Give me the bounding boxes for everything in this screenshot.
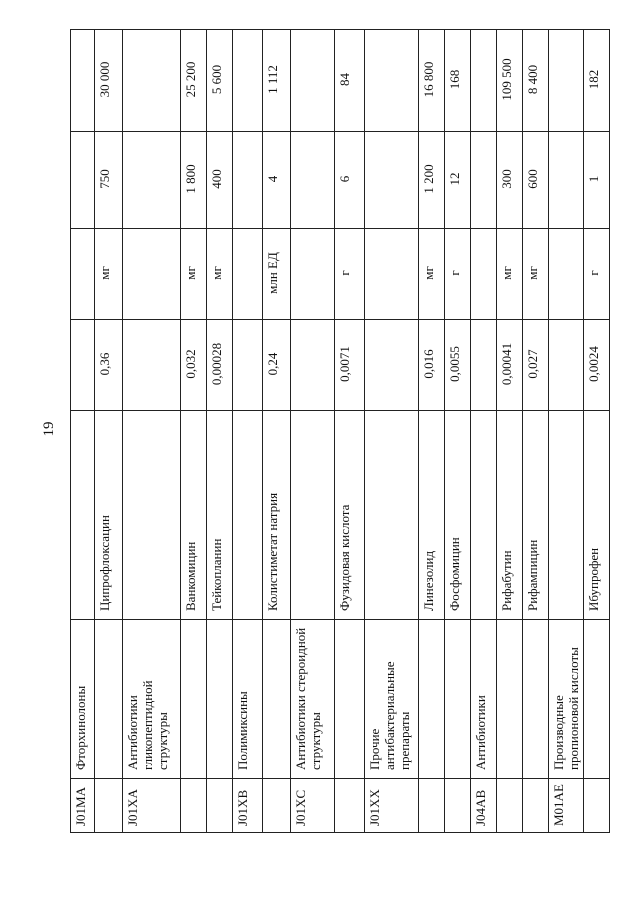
pharm-group-cell <box>445 620 471 779</box>
total-cell <box>549 30 584 132</box>
dose-cell <box>549 132 584 229</box>
ddd-value-cell <box>549 320 584 411</box>
drug-name-cell <box>233 411 263 620</box>
atc-code-cell <box>263 779 291 833</box>
atc-code-cell <box>207 779 233 833</box>
atc-code-cell <box>181 779 207 833</box>
table-row <box>365 30 419 833</box>
atc-code-cell <box>497 779 523 833</box>
dose-cell: 12 <box>445 132 471 229</box>
pharm-group-cell: Антибиотики стероидной структуры <box>291 620 335 779</box>
table-row <box>95 30 123 833</box>
total-cell: 1 112 <box>263 30 291 132</box>
total-cell: 25 200 <box>181 30 207 132</box>
unit-cell: мг <box>207 229 233 320</box>
ddd-value-cell: 0,032 <box>181 320 207 411</box>
table-row <box>263 30 291 833</box>
dose-cell <box>71 132 95 229</box>
unit-cell: мг <box>95 229 123 320</box>
total-cell <box>365 30 419 132</box>
atc-code-cell <box>335 779 365 833</box>
ddd-value-cell <box>233 320 263 411</box>
unit-cell <box>471 229 497 320</box>
dose-cell <box>233 132 263 229</box>
atc-code-cell <box>95 779 123 833</box>
drug-name-cell: Ципрофлоксацин <box>95 411 123 620</box>
dose-cell <box>291 132 335 229</box>
atc-code-cell <box>445 779 471 833</box>
dose-cell <box>123 132 181 229</box>
total-cell <box>123 30 181 132</box>
total-cell: 182 <box>584 30 610 132</box>
drug-name-cell <box>549 411 584 620</box>
unit-cell: г <box>335 229 365 320</box>
drug-table <box>70 29 610 833</box>
table-row <box>471 30 497 833</box>
drug-name-cell <box>365 411 419 620</box>
pharm-group-cell <box>335 620 365 779</box>
ddd-value-cell <box>291 320 335 411</box>
table-row <box>335 30 365 833</box>
table-row <box>523 30 549 833</box>
pharm-group-cell <box>497 620 523 779</box>
drug-name-cell: Линезолид <box>419 411 445 620</box>
total-cell: 109 500 <box>497 30 523 132</box>
dose-cell: 6 <box>335 132 365 229</box>
drug-name-cell: Фосфомицин <box>445 411 471 620</box>
table-row <box>181 30 207 833</box>
dose-cell: 1 200 <box>419 132 445 229</box>
total-cell <box>291 30 335 132</box>
total-cell: 84 <box>335 30 365 132</box>
dose-cell: 1 <box>584 132 610 229</box>
pharm-group-cell <box>523 620 549 779</box>
pharm-group-cell <box>584 620 610 779</box>
ddd-value-cell: 0,0071 <box>335 320 365 411</box>
pharm-group-cell <box>263 620 291 779</box>
total-cell: 30 000 <box>95 30 123 132</box>
dose-cell: 4 <box>263 132 291 229</box>
ddd-value-cell: 0,0024 <box>584 320 610 411</box>
pharm-group-cell: Прочие антибактериальные препараты <box>365 620 419 779</box>
ddd-value-cell: 0,00041 <box>497 320 523 411</box>
ddd-value-cell: 0,027 <box>523 320 549 411</box>
table-row <box>123 30 181 833</box>
atc-code-cell <box>419 779 445 833</box>
unit-cell: г <box>584 229 610 320</box>
pharm-group-cell <box>207 620 233 779</box>
ddd-value-cell <box>71 320 95 411</box>
unit-cell: мг <box>419 229 445 320</box>
drug-name-cell: Колистиметат натрия <box>263 411 291 620</box>
atc-code-cell: J01XX <box>365 779 419 833</box>
unit-cell <box>365 229 419 320</box>
ddd-value-cell: 0,36 <box>95 320 123 411</box>
drug-name-cell: Рифампицин <box>523 411 549 620</box>
ddd-value-cell: 0,016 <box>419 320 445 411</box>
ddd-value-cell <box>123 320 181 411</box>
table-row <box>71 30 95 833</box>
table-row <box>233 30 263 833</box>
table-row <box>584 30 610 833</box>
total-cell: 5 600 <box>207 30 233 132</box>
page-number: 19 <box>41 421 57 437</box>
drug-name-cell: Рифабутин <box>497 411 523 620</box>
unit-cell <box>71 229 95 320</box>
unit-cell <box>233 229 263 320</box>
dose-cell <box>471 132 497 229</box>
dose-cell: 600 <box>523 132 549 229</box>
unit-cell <box>291 229 335 320</box>
pharm-group-cell <box>419 620 445 779</box>
drug-name-cell <box>291 411 335 620</box>
dose-cell: 400 <box>207 132 233 229</box>
table-row <box>291 30 335 833</box>
pharm-group-cell: Фторхинолоны <box>71 620 95 779</box>
total-cell <box>233 30 263 132</box>
drug-name-cell <box>71 411 95 620</box>
total-cell: 168 <box>445 30 471 132</box>
total-cell: 16 800 <box>419 30 445 132</box>
total-cell <box>471 30 497 132</box>
unit-cell <box>549 229 584 320</box>
ddd-value-cell <box>471 320 497 411</box>
table-row <box>207 30 233 833</box>
atc-code-cell <box>584 779 610 833</box>
ddd-value-cell: 0,00028 <box>207 320 233 411</box>
table-row <box>419 30 445 833</box>
unit-cell <box>123 229 181 320</box>
dose-cell: 750 <box>95 132 123 229</box>
dose-cell: 1 800 <box>181 132 207 229</box>
pharm-group-cell <box>181 620 207 779</box>
unit-cell: г <box>445 229 471 320</box>
atc-code-cell: J01XB <box>233 779 263 833</box>
unit-cell: млн ЕД <box>263 229 291 320</box>
pharm-group-cell: Антибиотики <box>471 620 497 779</box>
ddd-value-cell: 0,24 <box>263 320 291 411</box>
drug-name-cell <box>471 411 497 620</box>
pharm-group-cell: Полимиксины <box>233 620 263 779</box>
pharm-group-cell: Производные пропионовой кислоты <box>549 620 584 779</box>
pharm-group-cell <box>95 620 123 779</box>
total-cell: 8 400 <box>523 30 549 132</box>
dose-cell: 300 <box>497 132 523 229</box>
unit-cell: мг <box>181 229 207 320</box>
atc-code-cell: J01XA <box>123 779 181 833</box>
table-body <box>71 30 610 833</box>
dose-cell <box>365 132 419 229</box>
table-row <box>497 30 523 833</box>
table-row <box>445 30 471 833</box>
pharm-group-cell: Антибиотики гликопептидной структуры <box>123 620 181 779</box>
table-container <box>70 30 601 833</box>
drug-name-cell: Тейкопланин <box>207 411 233 620</box>
ddd-value-cell <box>365 320 419 411</box>
unit-cell: мг <box>523 229 549 320</box>
drug-name-cell: Фузидовая кислота <box>335 411 365 620</box>
unit-cell: мг <box>497 229 523 320</box>
atc-code-cell <box>523 779 549 833</box>
atc-code-cell: J04AB <box>471 779 497 833</box>
ddd-value-cell: 0,0055 <box>445 320 471 411</box>
total-cell <box>71 30 95 132</box>
drug-name-cell: Ванкомицин <box>181 411 207 620</box>
drug-name-cell <box>123 411 181 620</box>
atc-code-cell: J01XC <box>291 779 335 833</box>
drug-name-cell: Ибупрофен <box>584 411 610 620</box>
atc-code-cell: J01MA <box>71 779 95 833</box>
table-row <box>549 30 584 833</box>
atc-code-cell: M01AE <box>549 779 584 833</box>
